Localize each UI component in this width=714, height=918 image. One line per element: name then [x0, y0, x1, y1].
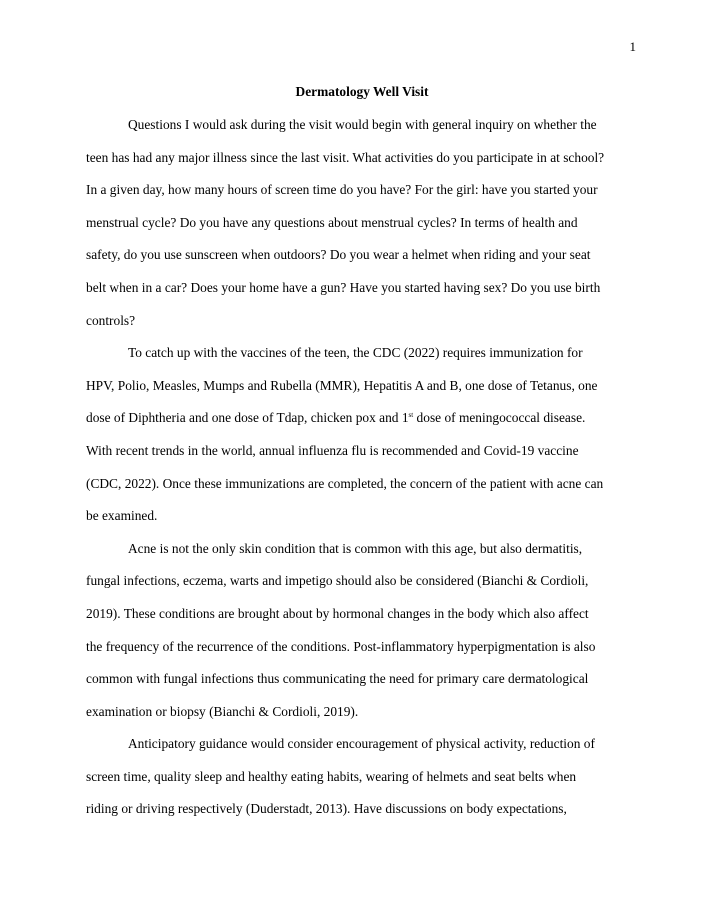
text-line: examination or biopsy (Bianchi & Cordioli, 2019). — [86, 703, 359, 719]
document-title: Dermatology Well Visit — [295, 84, 429, 99]
text-line: With recent trends in the world, annual influenza flu is recommended and Covid-19 vaccine — [86, 442, 579, 458]
paragraph-anticipatory-guidance — [86, 728, 638, 826]
paragraph-skin-conditions — [86, 533, 638, 729]
text-line: Anticipatory guidance would consider encouragement of physical activity, reduction of — [128, 736, 595, 752]
text-line: be examined. — [86, 508, 158, 524]
text-line: (CDC, 2022). Once these immunizations are completed, the concern of the patient with acne can — [86, 475, 604, 491]
text-line: fungal infections, eczema, warts and impetigo should also be considered (Bianchi & Cordioli, — [86, 573, 589, 589]
text-segment: dose of Diphtheria and one dose of Tdap, chicken pox and 1 — [86, 410, 409, 426]
ordinal-superscript: st — [408, 411, 414, 420]
text-line: belt when in a car? Does your home have a gun? Have you started having sex? Do you use birth — [86, 279, 601, 295]
text-line: screen time, quality sleep and healthy eating habits, wearing of helmets and seat belts when — [86, 768, 577, 784]
text-line: Questions I would ask during the visit would begin with general inquiry on whether the — [128, 117, 597, 132]
text-line: 2019). These conditions are brought about by hormonal changes in the body which also affect — [86, 605, 589, 621]
text-line: teen has had any major illness since the last visit. What activities do you participate in at school? — [86, 149, 605, 165]
text-line: To catch up with the vaccines of the teen, the CDC (2022) requires immunization for — [128, 345, 583, 361]
text-line: HPV, Polio, Measles, Mumps and Rubella (MMR), Hepatitis A and B, one dose of Tetanus, one — [86, 377, 598, 393]
document-body — [86, 82, 638, 826]
text-line: safety, do you use sunscreen when outdoors? Do you wear a helmet when riding and your seat — [86, 247, 591, 263]
paragraph-vaccines — [86, 337, 638, 533]
text-line: the frequency of the recurrence of the conditions. Post-inflammatory hyperpigmentation is also — [86, 638, 596, 654]
text-line: menstrual cycle? Do you have any questions about menstrual cycles? In terms of health and — [86, 214, 578, 230]
text-line: Acne is not the only skin condition that is common with this age, but also dermatitis, — [128, 540, 583, 556]
text-line: In a given day, how many hours of screen time do you have? For the girl: have you started your — [86, 182, 598, 198]
text-line-with-superscript — [86, 402, 638, 435]
text-line: controls? — [86, 312, 136, 328]
text-line: riding or driving respectively (Duderstadt, 2013). Have discussions on body expectations, — [86, 801, 567, 817]
page-number: 1 — [629, 39, 636, 54]
paragraph-questions — [86, 109, 638, 337]
text-segment: dose of meningococcal disease. — [413, 410, 586, 426]
text-line: common with fungal infections thus communicating the need for primary care dermatological — [86, 671, 589, 687]
